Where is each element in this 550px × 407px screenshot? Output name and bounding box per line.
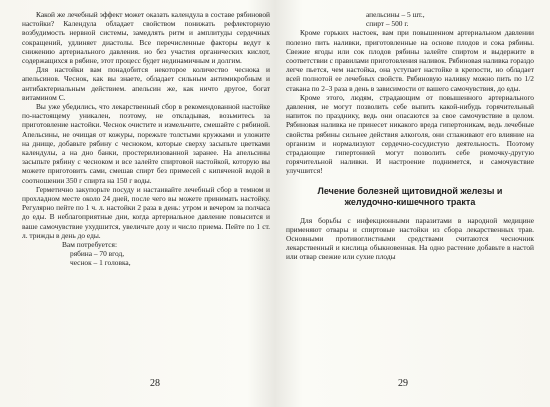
page-number: 28 bbox=[150, 378, 160, 389]
paragraph: Герметично закупорьте посуду и настаивайте лечебный сбор в темном и прохладном месте около 24 дней, после чего вы можете принимать настойку. Регулярно пейте по 1 ч. л. настойки 2 раза в день: утром и вечером за полчаса до еды. В неблагоприятные дни, когда артериальное давление повысится и ваше самочувствие ухудшится, увеличьте дозу и число приема. Пейте по 1 ст. л. трижды в день до еды. bbox=[22, 184, 270, 240]
section-heading: Лечение болезней щитовидной железы и желудочно-кишечного тракта bbox=[317, 185, 503, 207]
paragraph: Для настойки вам понадобится некоторое количество чеснока и апельсинов. Чеснок, как вы знаете, обладает сильным антимикробным и антибактериальным действием. апельсин же, как ничто другое, богат витамином С. bbox=[22, 65, 270, 102]
paragraph: Вы уже убедились, что лекарственный сбор в рекомендованной настойке по-настоящему уникален, поэтому, не откладывая, возьмитесь за приготовление настойки. Чеснок очистите и измельчите, смешайте с рябиной. Апельсины, не очищая от кожуры, порежьте толстыми кружками и уложите на днище, добавьте рябину с чесноком, которые сверху засыпьте цветками календулы, а на дно банки, простерилизованной заранее. На апельсины засыпьте рябину с чесноком и все залейте спиртовой настойкой, которую вы можете приготовить сами, смешав спирт без примесей с кипяченой водой в соотношении 350 г спирта на 150 г воды. bbox=[22, 102, 270, 185]
paragraph: Кроме горьких настоек, вам при повышенном артериальном давлении полезно пить наливки, приготовленные на основе плодов и сока рябины. Свежие ягоды или сок плодов рябины залейте спиртом и выдержите в соответствии с правилами приготовления наливок. Рябиновая наливка гораздо легче пьется, чем настойка, она уступает настойке в крепости, но обладает всей полнотой ее лечебных свойств. Рябиновую наливку можно пить по 1/2 стакана по 2–3 раза в день в зависимости от вашего самочувствия, до еды. bbox=[286, 28, 534, 93]
ingredient-item: спирт – 500 г. bbox=[366, 19, 409, 29]
paragraph: Кроме этого, людям, страдающим от повышенного артериального давления, не могут позволить себе выпить какой-нибудь горячительный напиток по празднику, ведь они опасаются за свое самочувствие в целом. Рябиновая наливка не принесет никакого вреда гипертоникам, ведь лечебные свойства рябины сильнее действия алкоголя, они сглаживают его влияние на организм и нормализуют сердечно-сосудистую деятельность. Поэтому страдающие гипертонией могут позволить себе рюмочку-другую горячительной наливки. И настроение поднимется, и самочувствие улучшится! bbox=[286, 92, 534, 176]
page-number: 29 bbox=[398, 378, 408, 389]
right-page bbox=[286, 10, 534, 407]
ingredient-item: апельсины – 5 шт., bbox=[366, 10, 425, 19]
paragraph: Какой же лечебный эффект может оказать календула в составе рябиновой настойки? Календула обладает свойством понижать рефлекторную возбудимость нервной системы, замедлять ритм и амплитуды сердечных сокращений, удлиняет диастолы. Все перечисленные факторы ведут к снижению артериального давления. но без участия органических кислот, содержащихся в рябине, этот процесс будет нединамичным и долгим. bbox=[22, 10, 270, 66]
left-page bbox=[22, 10, 270, 407]
ingredient-item: рябина – 70 вгод, bbox=[70, 249, 125, 259]
ingredient-item: чеснок – 1 головка, bbox=[70, 258, 131, 268]
ingredients-heading: Вам потребуется: bbox=[62, 240, 117, 250]
paragraph: Для борьбы с инфекционными паразитами в народной медицине применяют отвары и спиртовые настойки из сбора лекарственных трав. Основными противоглистными средствами считаются чесночник лекарственный и кислица обыкновенная. На одно растение добавьте в настой или отвар свежие или сухие плоды bbox=[286, 215, 534, 262]
